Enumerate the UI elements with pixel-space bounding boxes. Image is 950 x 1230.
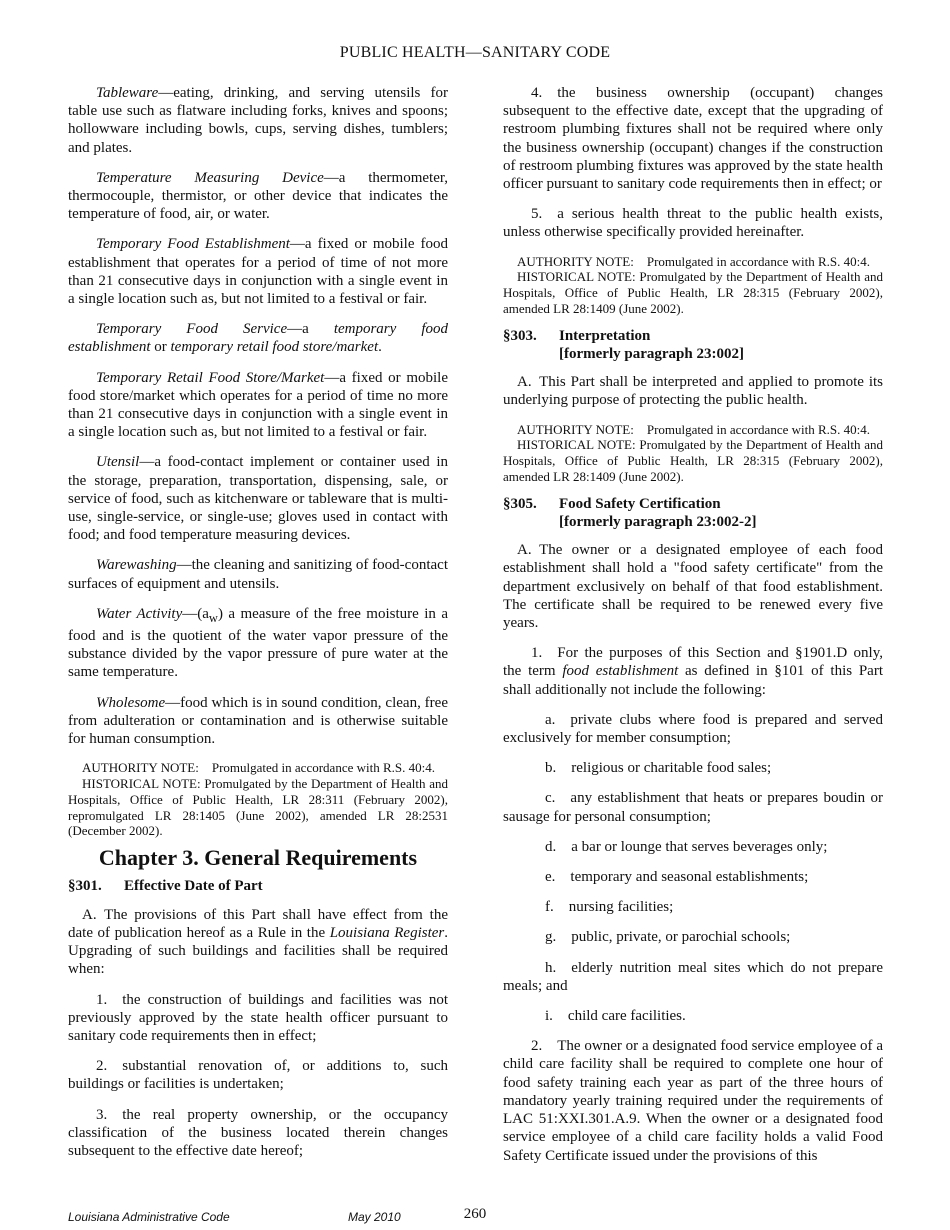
definition-warewashing: Warewashing—the cleaning and sanitizing of food-contact surfaces of equipment and utensils.	[68, 557, 448, 592]
footer-date: May 2010	[348, 1210, 401, 1224]
definition-temporary-food-establishment: Temporary Food Establishment—a fixed or mobile food establishment that operates for a period of time of not more than 21 consecutive days in conjunction with a single event in a single location such as, but not limited to a festival or fair.	[68, 236, 448, 308]
section-heading-301: §301. Effective Date of Part	[68, 878, 263, 895]
notes-block	[503, 254, 883, 317]
authority-note: AUTHORITY NOTE: Promulgated in accordance with R.S. 40:4.	[517, 253, 870, 269]
list-item: 3. the real property ownership, or the occupancy classification of the business located therein changes subsequent to the effective date hereof;	[68, 1106, 448, 1159]
definition-tableware: Tableware—eating, drinking, and serving utensils for table use such as flatware including forks, knives and spoons; hollowware including bowls, cups, serving dishes, tumblers; and plates.	[68, 85, 448, 156]
list-item: b. religious or charitable food sales;	[545, 760, 772, 777]
list-item: g. public, private, or parochial schools;	[545, 929, 791, 946]
right-column	[503, 84, 883, 1177]
definition-utensil: Utensil—a food-contact implement or container used in the storage, preparation, transportation, dispensing, sale, or service of food, such as kitchenware or tableware that is multi-use, single-service, or single-use; gloves used in contact with food; and food temperature measuring devices.	[68, 454, 448, 544]
historical-note: HISTORICAL NOTE: Promulgated by the Department of Health and Hospitals, Office of Public Health, LR 28:315 (February 2002), amended LR 28:1409 (June 2002).	[503, 437, 883, 485]
chapter-heading: Chapter 3. General Requirements	[98, 845, 418, 871]
footer-source: Louisiana Administrative Code	[68, 1210, 230, 1224]
definition-temporary-retail-food-store: Temporary Retail Food Store/Market—a fixed or mobile food store/market which operates for a period of time no more than 21 consecutive days in conjunction with a single event in a single location such as, but not limited to a festival or fair.	[68, 369, 448, 441]
definition-temperature-measuring-device: Temperature Measuring Device—a thermometer, thermocouple, thermistor, or other device that indicates the temperature of food, air, or water.	[68, 169, 448, 223]
running-header: PUBLIC HEALTH—SANITARY CODE	[339, 44, 611, 61]
list-item: c. any establishment that heats or prepares boudin or sausage for personal consumption;	[503, 790, 883, 825]
list-item: i. child care facilities.	[545, 1008, 686, 1025]
historical-note: HISTORICAL NOTE: Promulgated by the Department of Health and Hospitals, Office of Public Health, LR 28:315 (February 2002), amended LR 28:1409 (June 2002).	[503, 269, 883, 317]
list-item: a. private clubs where food is prepared and served exclusively for member consumption;	[503, 711, 883, 747]
list-item: e. temporary and seasonal establishments;	[545, 869, 809, 886]
list-item: h. elderly nutrition meal sites which do not prepare meals; and	[503, 959, 883, 994]
list-item: 1. the construction of buildings and facilities was not previously approved by the state health officer pursuant to sanitary code requirements then in effect;	[68, 991, 448, 1044]
list-item: d. a bar or lounge that serves beverages only;	[545, 838, 828, 855]
list-item: 2. substantial renovation of, or additions to, such buildings or facilities is undertaken;	[68, 1058, 448, 1093]
section-heading-303: §303. Interpretation [formerly paragraph 23:002]	[503, 327, 744, 363]
list-item: f. nursing facilities;	[545, 899, 674, 916]
list-item: 5. a serious health threat to the public health exists, unless otherwise specifically provided hereinafter.	[503, 206, 883, 241]
section-305-paragraph-a2: 2. The owner or a designated food service employee of a child care facility shall be required to complete one hour of food safety training each year as part of the three hours of mandatory yearly training required under the requirements of LAC 51:XXI.301.A.9. When the owner or a designated food service employee of a child care facility holds a valid Food Safety Certificate issued under the provisions of this	[503, 1038, 883, 1164]
authority-note: AUTHORITY NOTE: Promulgated in accordance with R.S. 40:4.	[517, 421, 870, 437]
definition-wholesome: Wholesome—food which is in sound condition, clean, free from adulteration or contamination and is otherwise suitable for human consumption.	[68, 694, 448, 748]
historical-note: HISTORICAL NOTE: Promulgated by the Department of Health and Hospitals, Office of Public Health, LR 28:311 (February 2002), repromulgated LR 28:1405 (June 2002), amended LR 28:2531 (December 2002).	[68, 776, 448, 839]
section-303-paragraph-a: A. This Part shall be interpreted and applied to promote its underlying purpose of protecting the public health.	[503, 374, 883, 409]
section-305-paragraph-a1: 1. For the purposes of this Section and §1901.D only, the term food establishment as defined in §101 of this Part shall additionally not include the following:	[503, 645, 883, 698]
authority-note: AUTHORITY NOTE: Promulgated in accordance with R.S. 40:4.	[82, 760, 435, 776]
page-number: 260	[463, 1206, 487, 1222]
section-305-paragraph-a: A. The owner or a designated employee of each food establishment shall hold a "food safety certificate" from the department exclusively on behalf of that food establishment. The certificate shall be required to be renewed every five years.	[503, 542, 883, 632]
definition-water-activity: Water $Activity—(a_w)$ a measure of the free moisture in a food and is the quotient of the water vapor pressure of the substance divided by the vapor pressure of pure water at the same temperature.	[68, 605, 448, 681]
definition-temporary-food-service: Temporary Food Service—a temporary food establishment or temporary retail food store/market.	[68, 321, 448, 356]
notes-block	[503, 422, 883, 485]
notes-block	[68, 760, 448, 839]
section-301-paragraph-a: A. The provisions of this Part shall have effect from the date of publication hereof as a Rule in the Louisiana Register. Upgrading of such buildings and facilities shall be required when:	[68, 906, 448, 978]
left-column	[68, 84, 448, 1172]
section-heading-305: §305. Food Safety Certification [formerly paragraph 23:002-2]	[503, 495, 757, 531]
list-item: 4. the business ownership (occupant) changes subsequent to the effective date, except that the upgrading of restroom plumbing fixtures shall not be required where only the business ownership (occupant) changes if the construction of restroom plumbing fixtures was approved by the state health officer pursuant to sanitary code requirements then in effect; or	[503, 85, 883, 193]
